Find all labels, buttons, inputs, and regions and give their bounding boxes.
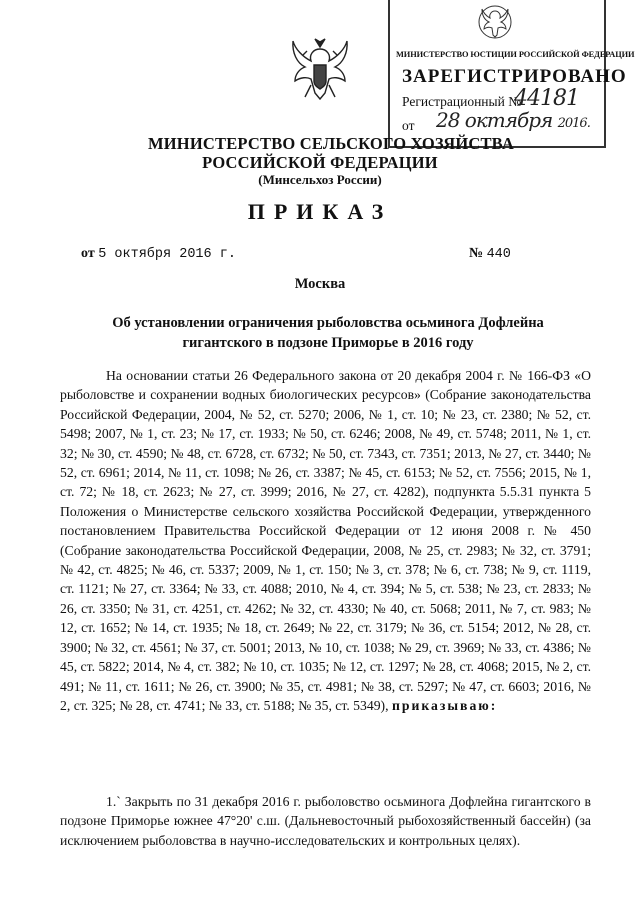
- order-number-value: 440: [486, 247, 511, 262]
- ministry-name-line1: МИНИСТЕРСТВО СЕЛЬСКОГО ХОЗЯЙСТВА: [148, 134, 514, 153]
- stamp-reg-year: 2016.: [557, 116, 590, 131]
- stamp-ministry-label: МИНИСТЕРСТВО ЮСТИЦИИ РОССИЙСКОЙ ФЕДЕРАЦИИ: [396, 50, 635, 59]
- document-title: Об установлении ограничения рыболовства осьминога Дофлейна гигантского в подзоне Приморье в 2016 году: [112, 315, 544, 351]
- order-word: приказываю:: [391, 697, 498, 713]
- stamp-coat-of-arms-icon: [478, 4, 512, 40]
- stamp-registered-label: ЗАРЕГИСТРИРОВАНО: [402, 66, 627, 87]
- ministry-name-line2: РОССИЙСКОЙ ФЕДЕРАЦИИ: [202, 153, 438, 172]
- coat-of-arms-icon: [289, 35, 351, 103]
- stamp-reg-date: [436, 108, 590, 132]
- order-item-1: 1.` Закрыть по 31 декабря 2016 г. рыболовство осьминога Дофлейна гигантского в подзоне Приморье южнее 47°20' с.ш. (Дальневосточный рыбохозяйственный бассейн) (за исключением рыболовства в научно-исследовательских и контрольных целях).: [60, 794, 591, 848]
- preamble-text: На основании статьи 26 Федерального закона от 20 декабря 2004 г. № 166-ФЗ «О рыболовстве и сохранении водных биологических ресурсов» (Собрание законодательства Российской Федерации, 2004, № 52, ст. 5270; 2006, № 1, ст. 10; № 23, ст. 2380; № 52, ст. 5498; 2007, № 1, ст. 23; № 17, ст. 1933; № 50, ст. 6246; 2008, № 49, ст. 5748; 2011, № 1, ст. 32; № 30, ст. 4590; № 48, ст. 6728, ст. 6732; № 50, ст. 7343, ст. 7351; 2013, № 27, ст. 3440; № 52, ст. 6961; 2014, № 11, ст. 1098; № 26, ст. 3387; № 45, ст. 6153; № 52, ст. 7556; 2015, № 1, ст. 72; № 18, ст. 2623; № 27, ст. 3999; 2016, № 27, ст. 4282), подпункта 5.5.31 пункта 5 Положения о Министерстве сельского хозяйства Российской Федерации, утвержденного постановлением Правительства Российской Федерации от 12 июня 2008 г. № 450 (Собрание законодательства Российской Федерации, 2008, № 25, ст. 2983; № 32, ст. 3791; № 42, ст. 4825; № 46, ст. 5337; 2009, № 1, ст. 150; № 3, ст. 378; № 6, ст. 738; № 9, ст. 1119, ст. 1121; № 27, ст. 3364; № 33, ст. 4088; 2010, № 4, ст. 394; № 5, ст. 538; № 23, ст. 2833; № 26, ст. 3350; № 31, ст. 4251, ст. 4262; № 32, ст. 4330; № 40, ст. 5068; 2011, № 7, ст. 983; № 12, ст. 1652; № 14, ст. 1935; № 18, ст. 2649; № 22, ст. 3179; № 36, ст. 5154; 2012, № 28, ст. 3900; № 32, ст. 4561; № 37, ст. 5001; 2013, № 10, ст. 1038; № 29, ст. 3969; № 33, ст. 4386; № 45, ст. 5822; 2014, № 4, ст. 382; № 10, ст. 1035; № 12, ст. 1297; № 28, ст. 4068; 2015, № 2, ст. 491; № 11, ст. 1611; № 26, ст. 3900; № 35, ст. 4981; № 38, ст. 5297; № 47, ст. 6603; 2016, № 2, ст. 325; № 28, ст. 4741; № 33, ст. 5188; № 35, ст. 5349),: [60, 368, 591, 713]
- city: Москва: [294, 276, 346, 292]
- registration-stamp: [388, 0, 635, 148]
- preamble-paragraph: [60, 366, 591, 715]
- stamp-reg-date-day: 28 октября: [436, 108, 553, 132]
- document-type: ПРИКАЗ: [247, 199, 393, 224]
- stamp-date-prefix: от: [402, 118, 415, 133]
- stamp-reg-label: Регистрационный №: [402, 94, 522, 109]
- order-date-value: 5 октября 2016 г.: [98, 247, 236, 262]
- order-date: [81, 246, 236, 262]
- ministry-short-name: (Минсельхоз России): [258, 172, 382, 187]
- order-number-label: №: [469, 246, 484, 261]
- order-number: [469, 246, 511, 262]
- order-date-label: от: [81, 246, 95, 261]
- stamp-reg-number: 44181: [514, 86, 579, 111]
